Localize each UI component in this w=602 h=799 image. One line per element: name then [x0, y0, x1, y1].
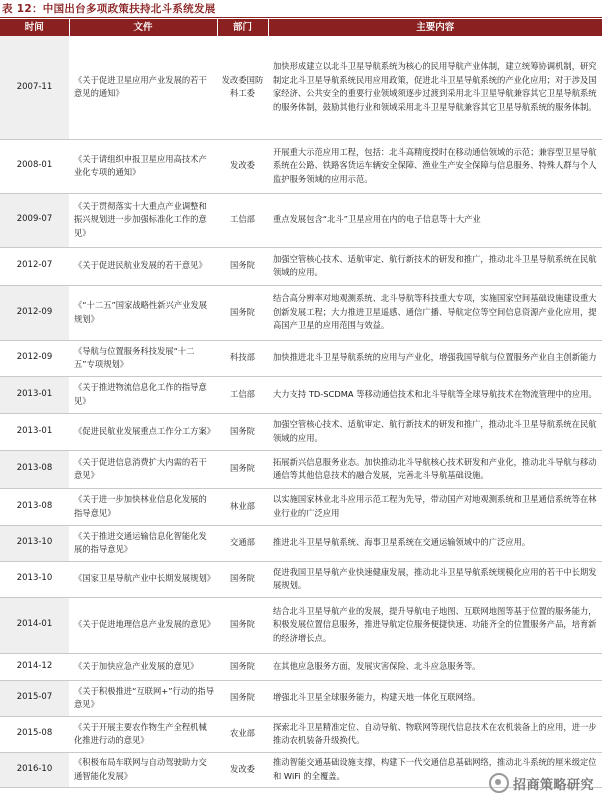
cell-content: 加快推进北斗卫星导航系统的应用与产业化，增强我国导航与位置服务产业自主创新能力 [268, 340, 602, 376]
cell-dept: 工信部 [217, 376, 268, 413]
cell-time: 2015-07 [0, 680, 69, 716]
table-row [0, 340, 602, 376]
table-row [0, 597, 602, 653]
cell-dept: 国务院 [217, 450, 268, 488]
cell-time: 2013-01 [0, 413, 69, 450]
cell-doc: 《关于请组织申报卫星应用高技术产业化专项的通知》 [69, 139, 217, 193]
cell-time: 2013-10 [0, 561, 69, 597]
cell-dept: 发改委 [217, 752, 268, 787]
table-row [0, 680, 602, 716]
cell-content: 促进我国卫星导航产业快速健康发展，推动北斗卫星导航系统规模化应用的若干中长期发展规划。 [268, 561, 602, 597]
table-row [0, 193, 602, 247]
cell-doc: 《关于贯彻落实十大重点产业调整和振兴规划进一步加强标准化工作的意见》 [69, 193, 217, 247]
cell-content: 加强空管核心技术、适航审定、航行新技术的研发和推广，推动北斗卫星导航系统在民航领域的应用。 [268, 413, 602, 450]
cell-doc: 《导航与位置服务科技发展“十二五”专项规划》 [69, 340, 217, 376]
watermark [489, 773, 594, 793]
cell-dept: 发改委国防科工委 [217, 36, 268, 139]
cell-content: 加快形成建立以北斗卫星导航系统为核心的民用导航产业体制，建立统筹协调机制，研究制定北斗卫星导航系统民用应用政策，促进北斗卫星导航系统的产业化应用；对于涉及国家经济、公共安全的重要行业领域须逐步过渡到采用北斗卫星导航兼容其它卫星导航系统的服务体制，鼓励其他行业和领域采用北斗卫星导航兼容其它卫星导航系统的服务体制。 [268, 36, 602, 139]
cell-dept: 国务院 [217, 653, 268, 680]
cell-dept: 农业部 [217, 716, 268, 752]
cell-doc: 《关于加快应急产业发展的意见》 [69, 653, 217, 680]
cell-dept: 交通部 [217, 525, 268, 561]
cell-content: 结合高分辨率对地观测系统、北斗导航等科技重大专项，实施国家空间基础设施建设重大创新发展工程；大力推进卫星遥感、通信广播、导航定位等空间信息资源产业化应用，提高国产卫星的应用范围与效益。 [268, 285, 602, 340]
cell-doc: 《关于推进物流信息化工作的指导意见》 [69, 376, 217, 413]
table-row [0, 525, 602, 561]
cell-time: 2015-08 [0, 716, 69, 752]
cell-dept: 国务院 [217, 247, 268, 285]
header-document: 文件 [69, 19, 217, 36]
cell-dept: 发改委 [217, 139, 268, 193]
cell-time: 2009-07 [0, 193, 69, 247]
cell-time: 2014-12 [0, 653, 69, 680]
title-divider [0, 17, 602, 18]
cell-content: 加强空管核心技术、适航审定、航行新技术的研发和推广，推动北斗卫星导航系统在民航领域的应用。 [268, 247, 602, 285]
cell-content: 重点发展包含“北斗”卫星应用在内的电子信息等十大产业 [268, 193, 602, 247]
cell-time: 2007-11 [0, 36, 69, 139]
cell-dept: 国务院 [217, 561, 268, 597]
policy-table [0, 19, 602, 788]
cell-content: 推进北斗卫星导航系统、海事卫星系统在交通运输领域中的广泛应用。 [268, 525, 602, 561]
cell-dept: 国务院 [217, 597, 268, 653]
cell-time: 2013-01 [0, 376, 69, 413]
table-row [0, 561, 602, 597]
cell-content: 在其他应急服务方面，发展灾害保险、北斗应急服务等。 [268, 653, 602, 680]
cell-content: 大力支持 TD-SCDMA 等移动通信技术和北斗导航等全球导航技术在物流管理中的应用。 [268, 376, 602, 413]
cell-doc: 《关于开展主要农作物生产全程机械化推进行动的意见》 [69, 716, 217, 752]
table-row [0, 36, 602, 139]
table-row [0, 285, 602, 340]
header-content: 主要内容 [416, 22, 455, 33]
cell-doc: 《关于积极推进“互联网+”行动的指导意见》 [69, 680, 217, 716]
cell-doc: 《关于促进信息消费扩大内需的若干意见》 [69, 450, 217, 488]
cell-dept: 林业部 [217, 488, 268, 525]
cell-time: 2013-08 [0, 488, 69, 525]
cell-doc: 《关于推进交通运输信息化智能化发展的指导意见》 [69, 525, 217, 561]
cell-time: 2008-01 [0, 139, 69, 193]
cell-time: 2012-07 [0, 247, 69, 285]
table-row [0, 488, 602, 525]
cell-dept: 国务院 [217, 680, 268, 716]
table-row [0, 716, 602, 752]
cell-time: 2013-10 [0, 525, 69, 561]
table-header-row [0, 19, 602, 36]
header-department: 部门 [217, 19, 268, 36]
cell-content: 拓展新兴信息服务业态。加快推动北斗导航核心技术研发和产业化，推动北斗导航与移动通信等其他信息技术的融合发展，完善北斗导航基础设施。 [268, 450, 602, 488]
cell-content: 探索北斗卫星精准定位、自动导航、物联网等现代信息技术在农机装备上的应用，进一步推动农机装备升级换代。 [268, 716, 602, 752]
cell-doc: 《关于促进民航业发展的若干意见》 [69, 247, 217, 285]
cell-time: 2012-09 [0, 285, 69, 340]
cell-content: 结合北斗卫星导航产业的发展，提升导航电子地图、互联网地图等基于位置的服务能力，积极发展位置信息服务，推进导航定位服务便捷快速、功能齐全的位置服务产品，培育新的经济增长点。 [268, 597, 602, 653]
cell-dept: 工信部 [217, 193, 268, 247]
cell-time: 2013-08 [0, 450, 69, 488]
cell-time: 2014-01 [0, 597, 69, 653]
table-row [0, 376, 602, 413]
table-row [0, 653, 602, 680]
table-row [0, 247, 602, 285]
watermark-text: 招商策略研究 [512, 778, 594, 793]
cell-doc: 《促进民航业发展重点工作分工方案》 [69, 413, 217, 450]
wechat-icon [489, 773, 509, 793]
cell-doc: 《关于促进卫星应用产业发展的若干意见的通知》 [69, 36, 217, 139]
cell-dept: 国务院 [217, 413, 268, 450]
cell-content: 以实施国家林业北斗应用示范工程为先导，带动国产对地观测系统和卫星通信系统等在林业行业的广泛应用 [268, 488, 602, 525]
cell-doc: 《国家卫星导航产业中长期发展规划》 [69, 561, 217, 597]
cell-dept: 科技部 [217, 340, 268, 376]
header-time: 时间 [0, 19, 69, 36]
cell-time: 2016-10 [0, 752, 69, 787]
table-row [0, 450, 602, 488]
table-title: 表 12：中国出台多项政策扶持北斗系统发展 [2, 3, 216, 15]
cell-content: 增强北斗卫星全球服务能力，构建天地一体化互联网络。 [268, 680, 602, 716]
cell-doc: 《“十二五”国家战略性新兴产业发展规划》 [69, 285, 217, 340]
table-row [0, 413, 602, 450]
cell-doc: 《关于进一步加快林业信息化发展的指导意见》 [69, 488, 217, 525]
cell-doc: 《关于促进地理信息产业发展的意见》 [69, 597, 217, 653]
table-row [0, 139, 602, 193]
cell-content: 开展重大示范应用工程，包括：北斗高精度授时在移动通信领域的示范；兼容型卫星导航系统在公路、铁路客货运车辆安全保障、渔业生产安全保障与信息服务、特殊人群与个人监护服务领域的应用示范。 [268, 139, 602, 193]
cell-doc: 《积极布局车联网与自动驾驶助力交通智能化发展》 [69, 752, 217, 787]
cell-content: 推动智能交通基础设施支撑，构建下一代交通信息基础网络，推动北斗系统的厘米级定位和 WiFi 的全覆盖。 [268, 752, 602, 787]
cell-time: 2012-09 [0, 340, 69, 376]
cell-dept: 国务院 [217, 285, 268, 340]
